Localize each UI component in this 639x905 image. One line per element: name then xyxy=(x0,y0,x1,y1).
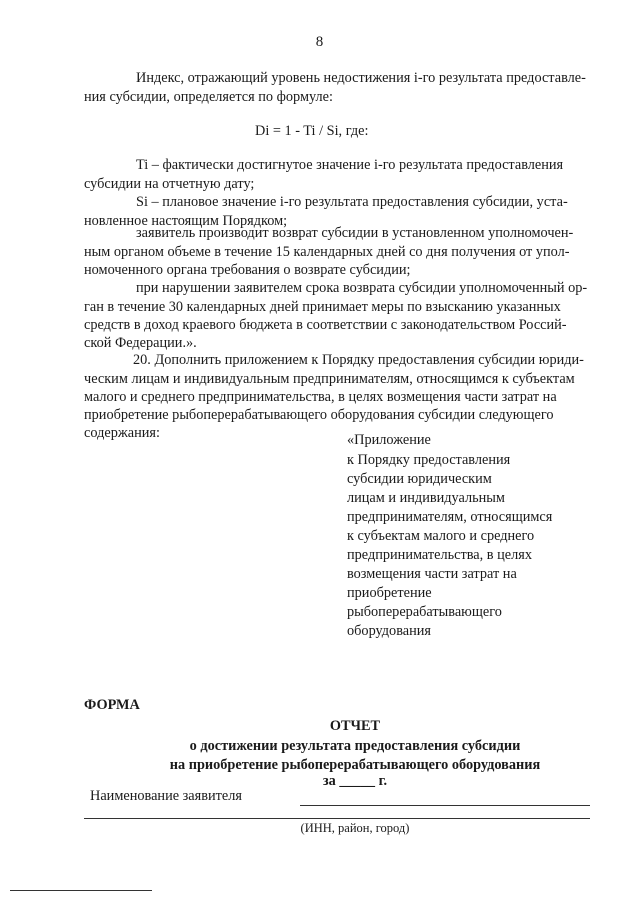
paragraph-index-line-1: Индекс, отражающий уровень недостижения i-го результата предоставле- xyxy=(136,70,586,86)
appendix-line-6: к субъектам малого и среднего xyxy=(347,528,535,544)
footnote-separator xyxy=(10,890,152,891)
applicant-name-line[interactable] xyxy=(300,805,590,806)
appendix-line-8: возмещения части затрат на xyxy=(347,566,517,582)
paragraph-violation-line-4: ской Федерации.». xyxy=(84,335,197,351)
report-title: ОТЧЕТ xyxy=(329,718,381,734)
paragraph-return-line-2: ным органом объеме в течение 15 календарных дней со дня получения от упол- xyxy=(84,244,570,260)
paragraph-item20-line-5: содержания: xyxy=(84,425,160,441)
appendix-line-3: субсидии юридическим xyxy=(347,471,492,487)
inn-caption: (ИНН, район, город) xyxy=(300,821,410,835)
appendix-line-11: оборудования xyxy=(347,623,431,639)
appendix-line-9: приобретение xyxy=(347,585,432,601)
paragraph-si-line-1: Si – плановое значение i-го результата предоставления субсидии, уста- xyxy=(136,194,568,210)
report-subtitle-line-1: о достижении результата предоставления субсидии xyxy=(189,738,521,754)
paragraph-return-line-1: заявитель производит возврат субсидии в установленном уполномочен- xyxy=(136,225,574,241)
paragraph-index-line-2: ния субсидии, определяется по формуле: xyxy=(84,89,334,105)
report-subtitle-line-2: на приобретение рыбоперерабатывающего оборудования xyxy=(169,757,541,773)
paragraph-return-line-3: номоченного органа требования о возврате субсидии; xyxy=(84,262,411,278)
formula: Di = 1 - Ti / Si, где: xyxy=(255,123,369,139)
paragraph-violation-line-3: средств в доход краевого бюджета в соответствии с законодательством Россий- xyxy=(84,317,567,333)
appendix-line-7: предпринимательства, в целях xyxy=(347,547,532,563)
paragraph-si-line-2: новленное настоящим Порядком; xyxy=(84,213,288,229)
appendix-line-1: «Приложение xyxy=(347,432,431,448)
appendix-line-10: рыбоперерабатывающего xyxy=(347,604,502,620)
page-number: 8 xyxy=(315,34,324,50)
report-period: за _____ г. xyxy=(322,773,388,789)
appendix-line-4: лицам и индивидуальным xyxy=(347,490,505,506)
paragraph-item20-line-4: приобретение рыбоперерабатывающего оборудования субсидии следующего xyxy=(84,407,554,423)
form-label: ФОРМА xyxy=(84,697,140,713)
appendix-line-2: к Порядку предоставления xyxy=(347,452,511,468)
paragraph-ti-line-2: субсидии на отчетную дату; xyxy=(84,176,255,192)
paragraph-ti-line-1: Ti – фактически достигнутое значение i-го результата предоставления xyxy=(136,157,564,173)
paragraph-item20-line-2: ческим лицам и индивидуальным предпринимателям, относящимся к субъектам xyxy=(84,371,575,387)
paragraph-violation-line-1: при нарушении заявителем срока возврата субсидии уполномоченный ор- xyxy=(136,280,588,296)
paragraph-violation-line-2: ган в течение 30 календарных дней принимает меры по взысканию указанных xyxy=(84,299,561,315)
applicant-label: Наименование заявителя xyxy=(90,788,242,804)
paragraph-item20-line-1: 20. Дополнить приложением к Порядку предоставления субсидии юриди- xyxy=(133,352,584,368)
appendix-line-5: предпринимателям, относящимся xyxy=(347,509,553,525)
paragraph-item20-line-3: малого и среднего предпринимательства, в целях возмещения части затрат на xyxy=(84,389,557,405)
applicant-full-line[interactable] xyxy=(84,818,590,819)
